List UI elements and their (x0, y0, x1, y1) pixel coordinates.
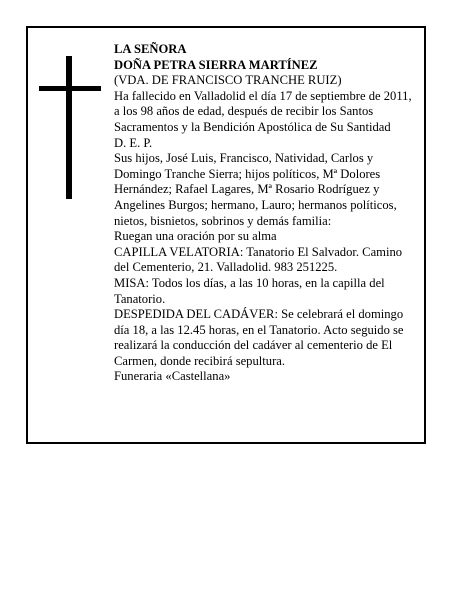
family-list: Sus hijos, José Luis, Francisco, Natividad, Carlos y Domingo Tranche Sierra; hijos políticos, Mª Dolores Hernández; Rafael Lagares, Mª Rosario Rodríguez y Angelines Burgos; hermano, Lauro; hermanos políticos, nietos, bisnietos, sobrinos y demás familia: (114, 151, 397, 228)
mass-info: MISA: Todos los días, a las 10 horas, en la capilla del Tanatorio. (114, 275, 385, 306)
wake-chapel: CAPILLA VELATORIA: Tanatorio El Salvador. Camino del Cementerio, 21. Valladolid. 983 251225. (114, 244, 403, 275)
widow-of: (VDA. DE FRANCISCO TRANCHE RUIZ) (114, 73, 342, 88)
farewell-info: DESPEDIDA DEL CADÁVER: Se celebrará el domingo día 18, a las 12.45 horas, en el Tanatorio. Acto seguido se realizará la conducción del cadáver al cementerio de El Carmen, donde recibirá sepultura. (114, 307, 404, 368)
cross-vertical-bar (66, 56, 72, 199)
funeral-home: Funeraria «Castellana» (114, 369, 231, 384)
death-announcement: Ha fallecido en Valladolid el día 17 de septiembre de 2011, a los 98 años de edad, después de recibir los Santos Sacramentos y la Bendición Apostólica de Su Santidad (114, 88, 412, 134)
notice-text (114, 42, 414, 385)
rest-in-peace: D. E. P. (114, 135, 153, 150)
obituary-notice (26, 26, 426, 444)
deceased-title: LA SEÑORA (114, 42, 187, 56)
cross-horizontal-bar (39, 86, 101, 91)
prayer-request: Ruegan una oración por su alma (114, 229, 277, 244)
deceased-name: DOÑA PETRA SIERRA MARTÍNEZ (114, 57, 318, 72)
